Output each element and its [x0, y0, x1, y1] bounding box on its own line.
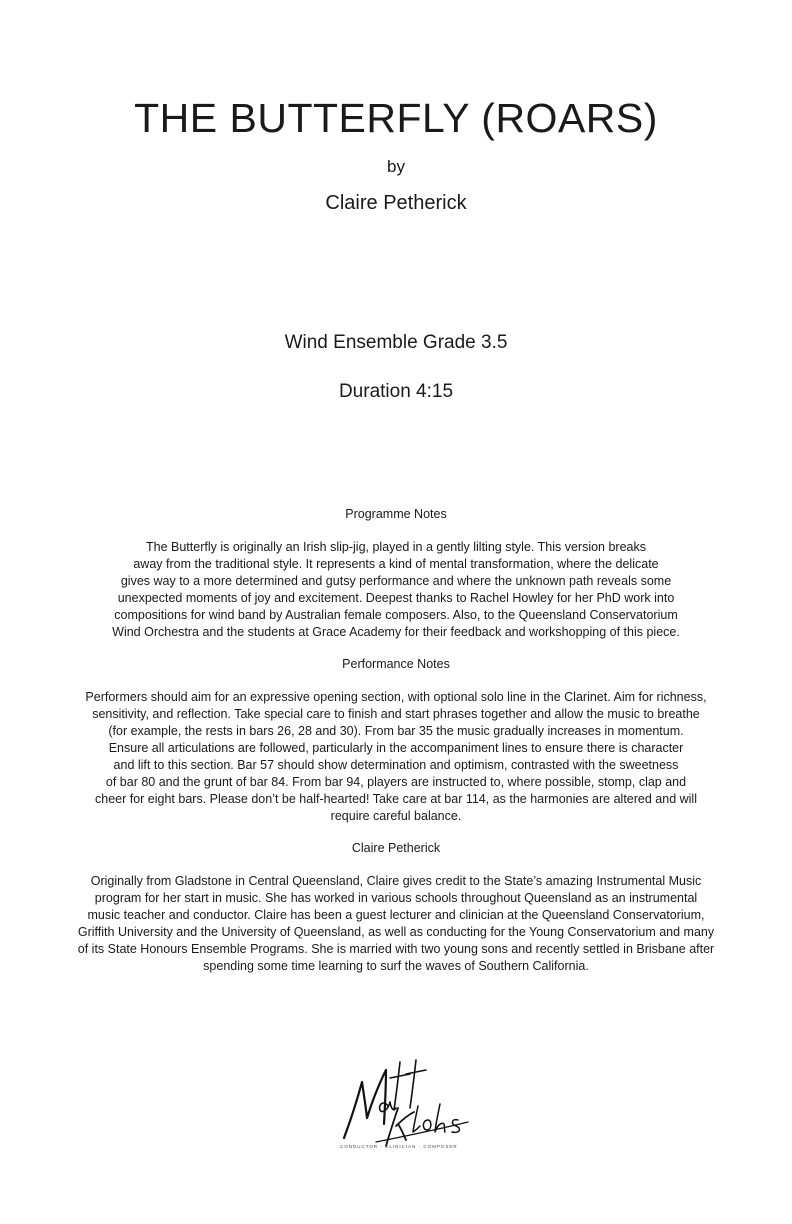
biography-line: spending some time learning to surf the waves of Southern California. — [203, 959, 589, 973]
performance-line: and lift to this section. Bar 57 should show determination and optimism, contrasted with the sweetness — [113, 758, 679, 772]
performance-line: (for example, the rests in bars 26, 28 and 30). From bar 35 the music gradually increases in momentum. — [108, 724, 684, 738]
biography-line: Griffith University and the University of Queensland, as well as conducting for the Young Conservatorium and many — [77, 925, 715, 939]
programme-line: away from the traditional style. It represents a kind of mental transformation, where the delicate — [133, 557, 659, 571]
signature-stroke — [390, 1062, 410, 1110]
performance-notes-text — [30, 689, 762, 825]
programme-notes-text — [60, 539, 732, 641]
performance-line: Ensure all articulations are followed, particularly in the accompaniment lines to ensure there is character — [108, 741, 684, 755]
piece-title: THE BUTTERFLY (ROARS) — [134, 95, 658, 141]
biography-line: Originally from Gladstone in Central Queensland, Claire gives credit to the State’s amazing Instrumental Music — [90, 874, 702, 888]
performance-notes-heading: Performance Notes — [342, 657, 450, 671]
performance-line: Performers should aim for an expressive opening section, with optional solo line in the Clarinet. Aim for richness, — [85, 690, 707, 704]
programme-line: gives way to a more determined and gutsy performance and where the unknown path reveals some — [120, 574, 672, 588]
duration: Duration 4:15 — [338, 381, 454, 402]
logo-caption: CONDUCTOR · CLINICIAN · COMPOSER — [340, 1144, 458, 1149]
biography-text — [30, 873, 762, 975]
by-line: by — [387, 157, 405, 176]
programme-line: unexpected moments of joy and excitement. Deepest thanks to Rachel Howley for her PhD work into — [117, 591, 675, 605]
biography-heading: Claire Petherick — [351, 841, 441, 855]
biography-line: music teacher and conductor. Claire has been a guest lecturer and clinician at the Queensland Conservatorium, — [87, 908, 705, 922]
biography-line: of its State Honours Ensemble Programs. She is married with two young sons and recently settled in Brisbane after — [77, 942, 715, 956]
composer-name: Claire Petherick — [325, 192, 467, 214]
biography-line: program for her start in music. She has worked in various schools throughout Queensland as an instrumental — [94, 891, 698, 905]
performance-line: cheer for eight bars. Please don’t be half-hearted! Take care at bar 114, as the harmonies are altered and will — [95, 792, 697, 806]
signature-stroke — [406, 1060, 426, 1108]
signature-stroke — [423, 1120, 431, 1130]
ensemble-grade: Wind Ensemble Grade 3.5 — [284, 332, 508, 353]
signature-stroke — [344, 1070, 386, 1138]
programme-notes-heading: Programme Notes — [345, 507, 447, 521]
performance-line: of bar 80 and the grunt of bar 84. From bar 94, players are instructed to, where possible, stomp, clap and — [105, 775, 687, 789]
programme-line: Wind Orchestra and the students at Grace Academy for their feedback and workshopping of this piece. — [112, 625, 680, 639]
signature-logo — [336, 1052, 476, 1156]
signature-stroke — [386, 1108, 414, 1146]
programme-line: compositions for wind band by Australian female composers. Also, to the Queensland Conservatorium — [114, 608, 678, 622]
performance-line: require careful balance. — [330, 809, 462, 823]
signature-stroke — [413, 1106, 420, 1132]
performance-line: sensitivity, and reflection. Take special care to finish and start phrases together and allow the music to breathe — [92, 707, 700, 721]
programme-line: The Butterfly is originally an Irish slip-jig, played in a gently lilting style. This version breaks — [146, 540, 646, 554]
